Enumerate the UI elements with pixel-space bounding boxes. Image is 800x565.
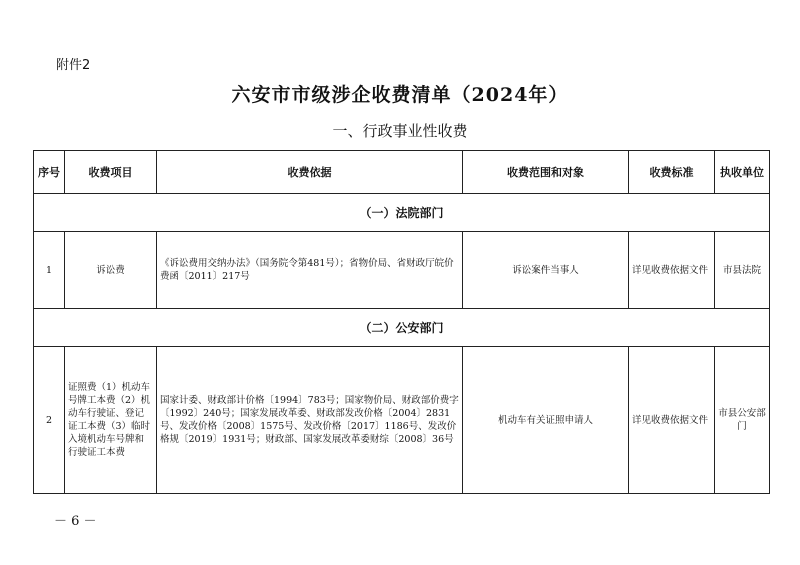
table-row — [34, 347, 770, 494]
section-subtitle: 一、行政事业性收费 — [332, 122, 468, 140]
header-basis: 收费依据 — [157, 151, 463, 194]
table-row — [34, 232, 770, 309]
cell-no: 1 — [34, 232, 65, 309]
cell-unit: 市县公安部门 — [715, 347, 770, 494]
cell-item: 证照费（1）机动车号牌工本费（2）机动车行驶证、登记证工本费（3）临时入境机动车号牌和行驶证工本费 — [65, 347, 157, 494]
section-heading-court: （一）法院部门 — [34, 194, 770, 232]
cell-standard: 详见收费依据文件 — [629, 347, 715, 494]
cell-basis: 《诉讼费用交纳办法》（国务院令第481号）；省物价局、省财政厅皖价费函〔2011〕217号 — [157, 232, 463, 309]
section-row-court — [34, 194, 770, 232]
header-item: 收费项目 — [65, 151, 157, 194]
cell-scope: 机动车有关证照申请人 — [463, 347, 629, 494]
header-standard: 收费标准 — [629, 151, 715, 194]
cell-item: 诉讼费 — [65, 232, 157, 309]
table-header-row — [34, 151, 770, 194]
page-number: － 6 － — [54, 514, 97, 529]
cell-standard: 详见收费依据文件 — [629, 232, 715, 309]
cell-basis: 国家计委、财政部计价格〔1994〕783号；国家物价局、财政部价费字〔1992〕240号；国家发展改革委、财政部发改价格〔2004〕2831号、发改价格〔2008〕1575号、发改价格〔2017〕1186号、发改价格规〔2019〕1931号；财政部、国家发展改革委财综〔2008〕36号 — [157, 347, 463, 494]
header-unit: 执收单位 — [715, 151, 770, 194]
attachment-label: 附件2 — [56, 58, 91, 73]
section-heading-police: （二）公安部门 — [34, 309, 770, 347]
cell-scope: 诉讼案件当事人 — [463, 232, 629, 309]
section-row-police — [34, 309, 770, 347]
header-scope: 收费范围和对象 — [463, 151, 629, 194]
cell-unit: 市县法院 — [715, 232, 770, 309]
header-no: 序号 — [34, 151, 65, 194]
cell-no: 2 — [34, 347, 65, 494]
fee-table — [33, 150, 770, 494]
document-title: 六安市市级涉企收费清单（2024年） — [231, 84, 569, 106]
